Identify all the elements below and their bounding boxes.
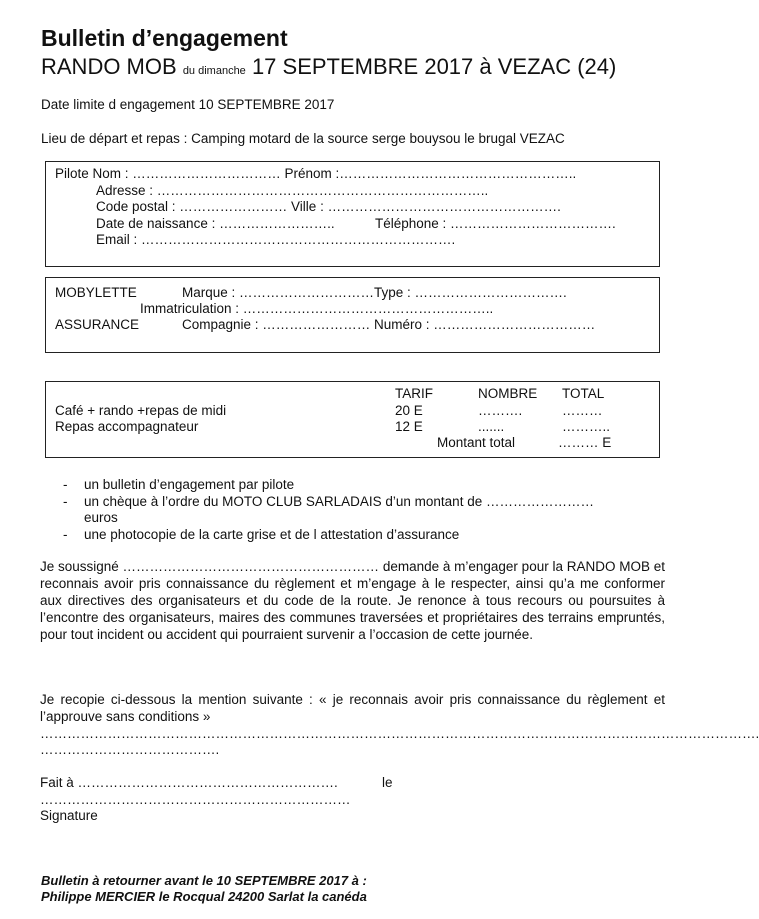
montant-total-value: ……… E (558, 435, 612, 450)
tarif-row-price: 12 E (395, 419, 423, 434)
list-item: une photocopie de la carte grise et de l attestation d’assurance (84, 527, 460, 542)
signature-label: Signature (40, 808, 98, 823)
tarif-row-price: 20 E (395, 403, 423, 418)
date-dots-line: …………………………………………………………… (40, 792, 351, 807)
event-name: RANDO MOB (41, 54, 177, 79)
pilot-postal-line: Code postal : …………………… Ville : ……………………………………………. (96, 199, 561, 214)
list-item-continuation: euros (84, 510, 118, 525)
deadline-text: Date limite d engagement 10 SEPTEMBRE 2017 (41, 97, 335, 112)
tarif-row-nombre: ………. (478, 403, 523, 418)
tarif-row-nombre: ....... (478, 419, 505, 434)
return-instructions: Bulletin à retourner avant le 10 SEPTEMBRE 2017 à : (41, 873, 367, 888)
tarif-row-total: ……… (562, 403, 603, 418)
pilot-name-line: Pilote Nom : …………………………… Prénom :…………………………………………….. (55, 166, 577, 181)
tarif-row-label: Repas accompagnateur (55, 419, 199, 434)
tarif-row-total: ……….. (562, 419, 611, 434)
insurer-line: Compagnie : …………………… Numéro : ……………………………… (182, 317, 596, 332)
pilot-email-line: Email : ……………………………………………………………. (96, 232, 456, 247)
assurance-label: ASSURANCE (55, 317, 140, 332)
mention-dots-line: ……………………………………………………………………………………………………………………………………………. (40, 726, 759, 741)
list-dash: - (63, 527, 68, 542)
mobylette-label: MOBYLETTE (55, 285, 137, 300)
registration-line: Immatriculation : ……………………………………………….. (140, 301, 494, 316)
header-nombre: NOMBRE (478, 386, 538, 401)
header-total: TOTAL (562, 386, 605, 401)
list-dash: - (63, 494, 68, 509)
declaration-paragraph: Je soussigné ………………………………………………… demande à m’engager pour la RANDO MOB et reconnais avoir pris connaissance du règlement et m’engage à le respecter, ainsi qu’a me conformer aux directives des organisateurs et du code de la route. Je renonce à tous recours ou poursuites à l’encontre des organisateurs, maires des communes traversées et propriétaires des terrains empruntés, pour tout incident ou accident qui pourraient survenir a l’occasion de cette journée. (40, 559, 665, 642)
list-item: un chèque à l’ordre du MOTO CLUB SARLADAIS d’un montant de …………………… (84, 494, 594, 509)
pilot-birth-line: Date de naissance : …………………….. (96, 216, 335, 231)
montant-total-label: Montant total (437, 435, 516, 450)
date-label: le (382, 775, 393, 790)
location-text: Lieu de départ et repas : Camping motard de la source serge bouysou le brugal VEZAC (41, 131, 565, 146)
event-date-place: 17 SEPTEMBRE 2017 à VEZAC (24) (251, 54, 617, 79)
mention-dots-line: …………………………………. (40, 742, 220, 757)
list-dash: - (63, 477, 68, 492)
tarif-row-label: Café + rando +repas de midi (55, 403, 227, 418)
pilot-address-line: Adresse : ……………………………………………………………….. (96, 183, 489, 198)
brand-type-line: Marque : …………………………Type : ……………………………. (182, 285, 567, 300)
event-day: du dimanche (182, 65, 246, 77)
fait-a-line: Fait à …………………………………………………. (40, 775, 338, 790)
header-tarif: TARIF (395, 386, 433, 401)
list-item: un bulletin d’engagement par pilote (84, 477, 295, 492)
document-title: Bulletin d’engagement (41, 25, 288, 51)
return-address: Philippe MERCIER le Rocqual 24200 Sarlat la canéda (41, 889, 367, 904)
event-subtitle (41, 54, 616, 80)
mention-paragraph: Je recopie ci-dessous la mention suivante : « je reconnais avoir pris connaissance du règlement et l’approuve sans conditions » (40, 692, 665, 724)
pilot-phone-line: Téléphone : ………………………………. (375, 216, 616, 231)
